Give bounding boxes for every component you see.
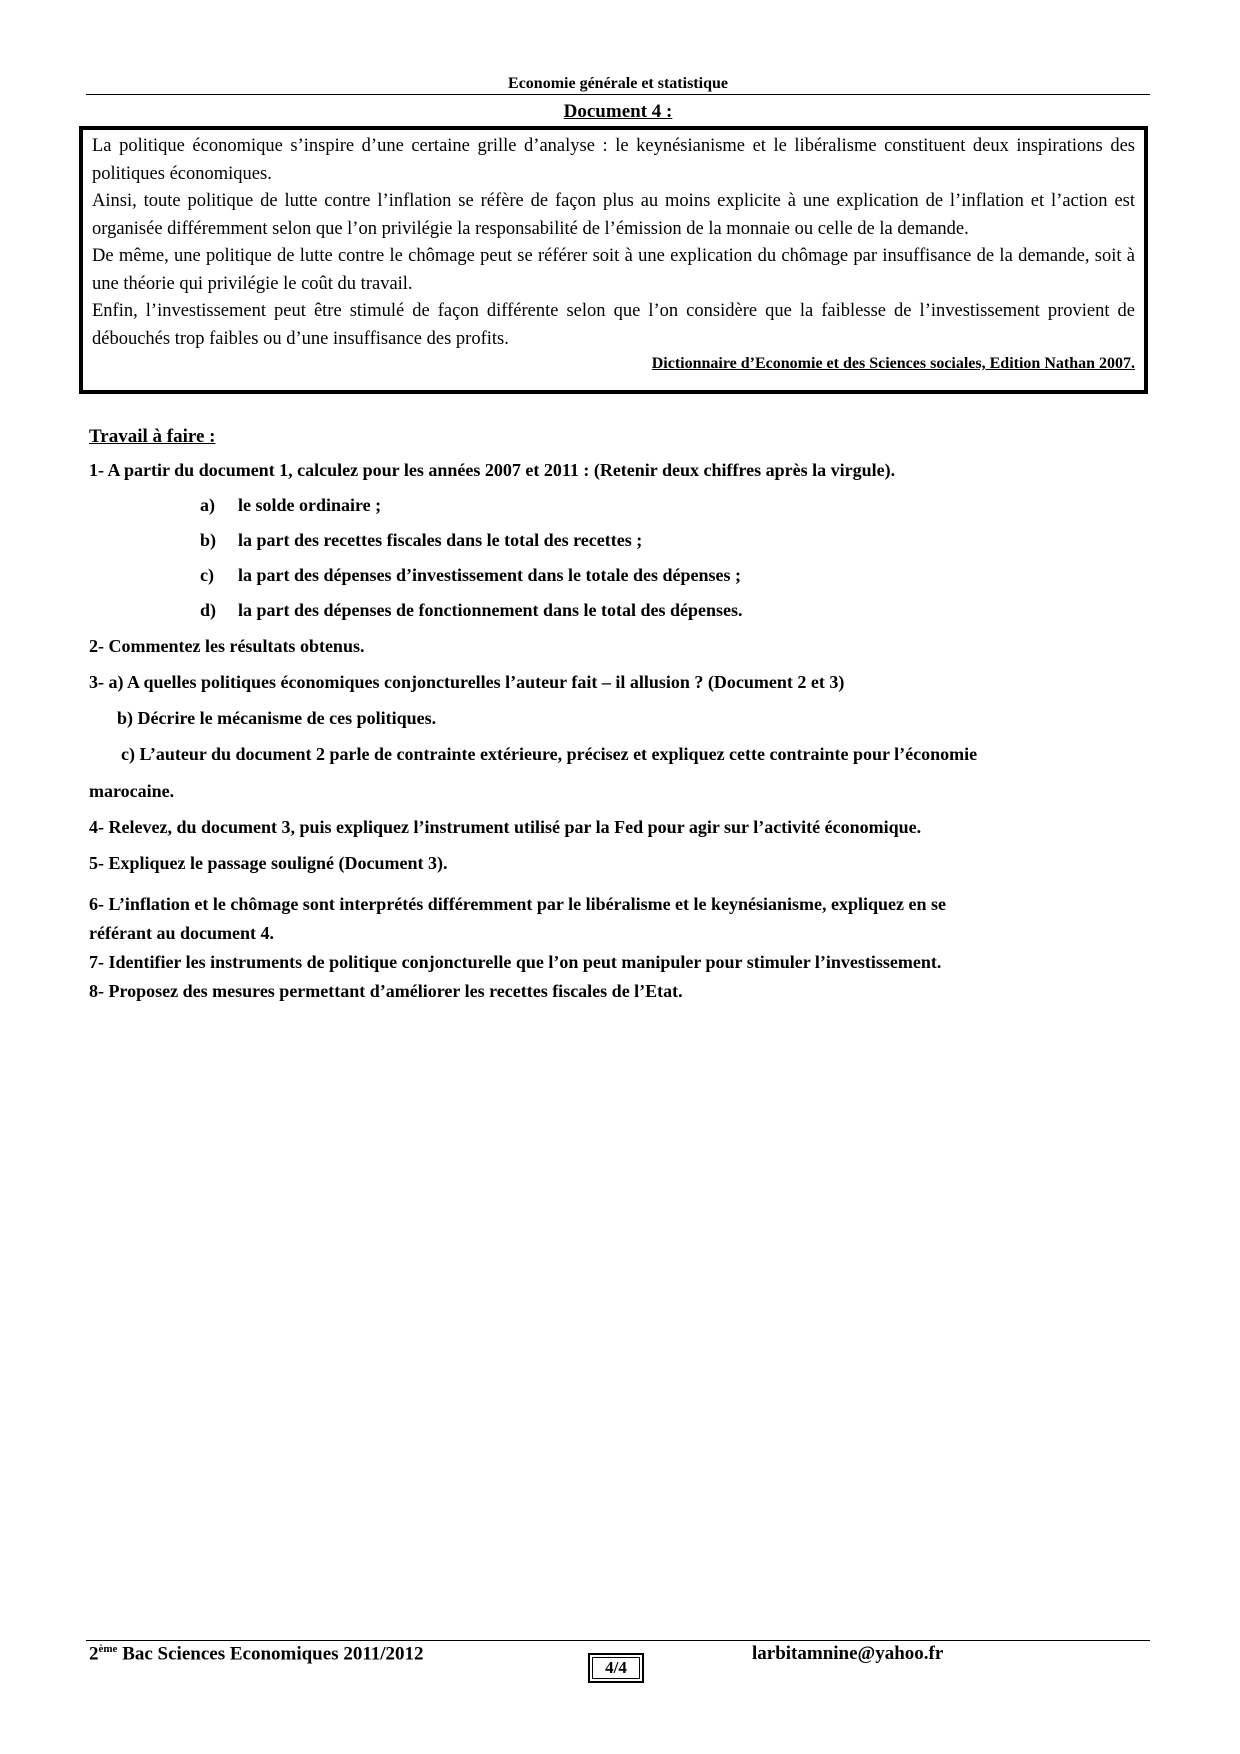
question-1-item-a: [200, 491, 381, 520]
item-text: la part des recettes fiscales dans le total des recettes ;: [238, 530, 643, 550]
footer-level-superscript: ème: [98, 1643, 118, 1655]
question-1-text: 1- A partir du document 1, calculez pour les années 2007 et 2011 : (Retenir deux chiffres après la virgule).: [89, 460, 896, 480]
document-title: [86, 101, 1150, 123]
question-4: 4- Relevez, du document 3, puis expliquez l’instrument utilisé par la Fed pour agir sur l’activité économique.: [89, 817, 922, 837]
question-2: 2- Commentez les résultats obtenus.: [89, 636, 365, 656]
page-header: Economie générale et statistique: [86, 75, 1150, 95]
question-7: 7- Identifier les instruments de politique conjoncturelle que l’on peut manipuler pour stimuler l’investissement.: [89, 952, 942, 972]
document-box: [79, 126, 1148, 394]
item-letter: d): [200, 600, 217, 620]
footer-level: [89, 1643, 424, 1665]
document-paragraph: La politique économique s’inspire d’une certaine grille d’analyse : le keynésianisme et le libéralisme constituent deux inspirations des politiques économiques.: [92, 136, 1135, 184]
item-letter: c): [200, 565, 214, 585]
item-letter: a): [200, 495, 215, 515]
question-3c-continued: marocaine.: [89, 781, 175, 801]
work-title: Travail à faire :: [89, 426, 216, 447]
question-8: 8- Proposez des mesures permettant d’améliorer les recettes fiscales de l’Etat.: [89, 981, 683, 1001]
question-3b: b) Décrire le mécanisme de ces politiques.: [117, 708, 437, 728]
document-source: Dictionnaire d’Economie et des Sciences sociales, Edition Nathan 2007.: [651, 355, 1135, 372]
item-text: le solde ordinaire ;: [238, 495, 382, 515]
item-text: la part des dépenses d’investissement dans le totale des dépenses ;: [238, 565, 742, 585]
question-5: 5- Expliquez le passage souligné (Document 3).: [89, 853, 448, 873]
document-title-text: Document 4 :: [563, 101, 673, 122]
document-paragraph: De même, une politique de lutte contre le chômage peut se référer soit à une explication du chômage par insuffisance de la demande, soit à une théorie qui privilégie le coût du travail.: [92, 246, 1135, 294]
document-paragraph: Enfin, l’investissement peut être stimulé de façon différente selon que l’on considère que la faiblesse de l’investissement provient de débouchés trop faibles ou d’une insuffisance des profits.: [92, 301, 1135, 349]
footer-email: larbitamnine@yahoo.fr: [752, 1643, 944, 1664]
question-3c: c) L’auteur du document 2 parle de contrainte extérieure, précisez et expliquez cette contrainte pour l’économie: [121, 744, 978, 764]
question-3a: 3- a) A quelles politiques économiques conjoncturelles l’auteur fait – il allusion ? (Document 2 et 3): [89, 672, 845, 692]
footer-divider: [86, 1640, 1150, 1641]
question-6-continued: référant au document 4.: [89, 923, 274, 943]
footer-level-text: Bac Sciences Economiques 2011/2012: [117, 1643, 424, 1665]
document-paragraph: Ainsi, toute politique de lutte contre l’inflation se réfère de façon plus au moins explicite à une explication de l’inflation et l’action est organisée différemment selon que l’on privilégie la responsabilité de l’émission de la monnaie ou celle de la demande.: [92, 191, 1135, 239]
item-letter: b): [200, 530, 217, 550]
question-6: 6- L’inflation et le chômage sont interprétés différemment par le libéralisme et le keynésianisme, expliquez en se: [89, 894, 947, 914]
question-1-item-c: [200, 561, 741, 590]
question-1-item-b: [200, 526, 642, 555]
page-number: 4/4: [588, 1653, 644, 1683]
question-1-item-d: [200, 596, 743, 625]
footer-level-number: 2: [89, 1643, 99, 1665]
item-text: la part des dépenses de fonctionnement dans le total des dépenses.: [238, 600, 743, 620]
